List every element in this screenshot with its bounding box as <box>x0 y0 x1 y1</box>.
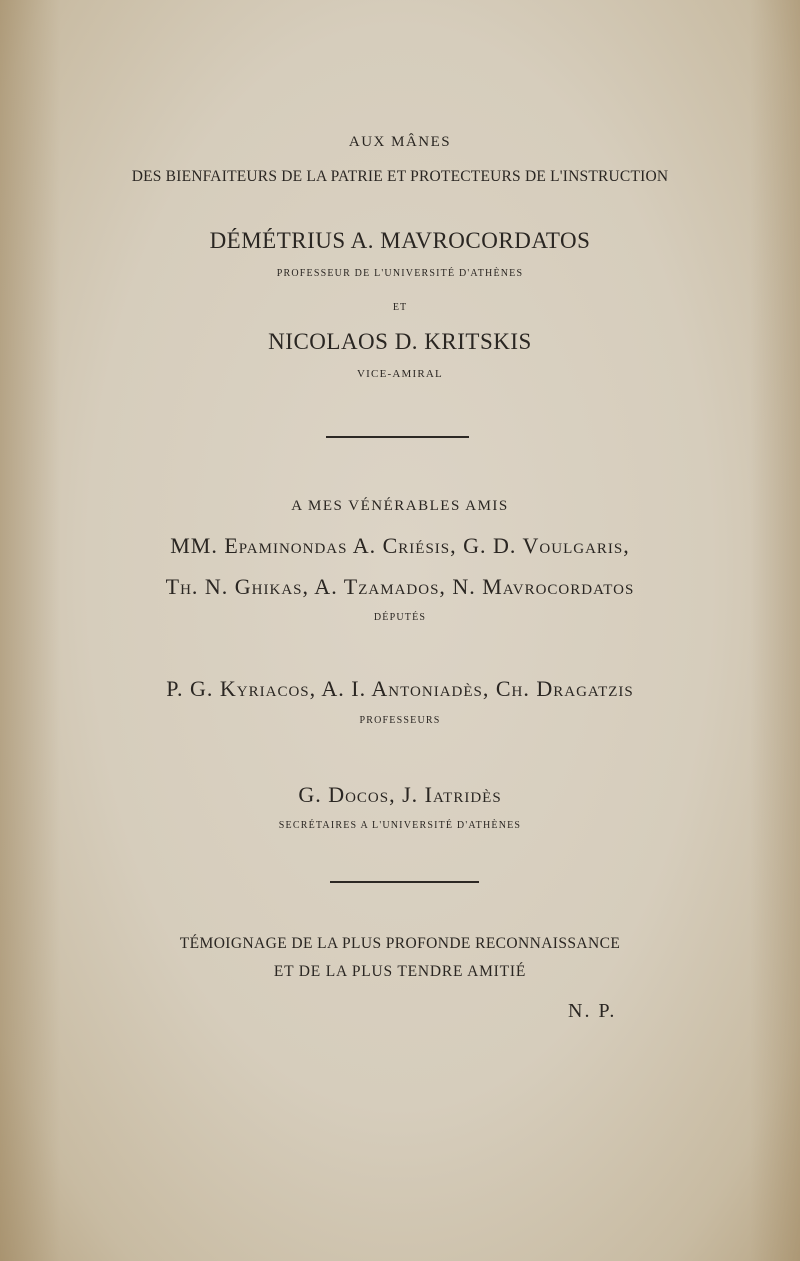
title-professeur-universite: PROFESSEUR DE L'UNIVERSITÉ D'ATHÈNES <box>276 268 524 279</box>
professeurs-names-line: P. G. Kyriacos, A. I. Antoniadès, Ch. Dragatzis <box>166 676 634 701</box>
aux-manes-heading: AUX MÂNES <box>348 134 452 150</box>
deputes-label: DÉPUTÉS <box>373 612 427 623</box>
deputes-names-line-2: Th. N. Ghikas, A. Tzamados, N. Mavrocordatos <box>165 574 635 599</box>
divider-rule-2 <box>330 881 479 883</box>
page-shadow-left <box>0 0 60 1261</box>
temoignage-line-1: TÉMOIGNAGE DE LA PLUS PROFONDE RECONNAISSANCE <box>179 935 621 952</box>
page-shadow-right <box>750 0 800 1261</box>
et-conjunction: ET <box>392 302 408 313</box>
name-mavrocordatos: DÉMÉTRIUS A. MAVROCORDATOS <box>209 228 591 253</box>
mes-venerables-amis: A MES VÉNÉRABLES AMIS <box>291 498 509 514</box>
professeurs-label: PROFESSEURS <box>359 715 441 726</box>
temoignage-line-2: ET DE LA PLUS TENDRE AMITIÉ <box>273 963 527 980</box>
signature-initials: N. P. <box>568 1000 617 1022</box>
name-kritskis: NICOLAOS D. KRITSKIS <box>268 329 532 354</box>
secretaires-label: SECRÉTAIRES A L'UNIVERSITÉ D'ATHÈNES <box>278 820 522 831</box>
divider-rule-1 <box>326 436 469 438</box>
title-vice-amiral: VICE-AMIRAL <box>357 368 443 380</box>
secretaires-names-line: G. Docos, J. Iatridès <box>298 782 502 807</box>
bienfaiteurs-line: DES BIENFAITEURS DE LA PATRIE ET PROTECTEURS DE L'INSTRUCTION <box>131 168 669 185</box>
deputes-names-line-1: MM. Epaminondas A. Criésis, G. D. Voulgaris, <box>170 533 630 558</box>
